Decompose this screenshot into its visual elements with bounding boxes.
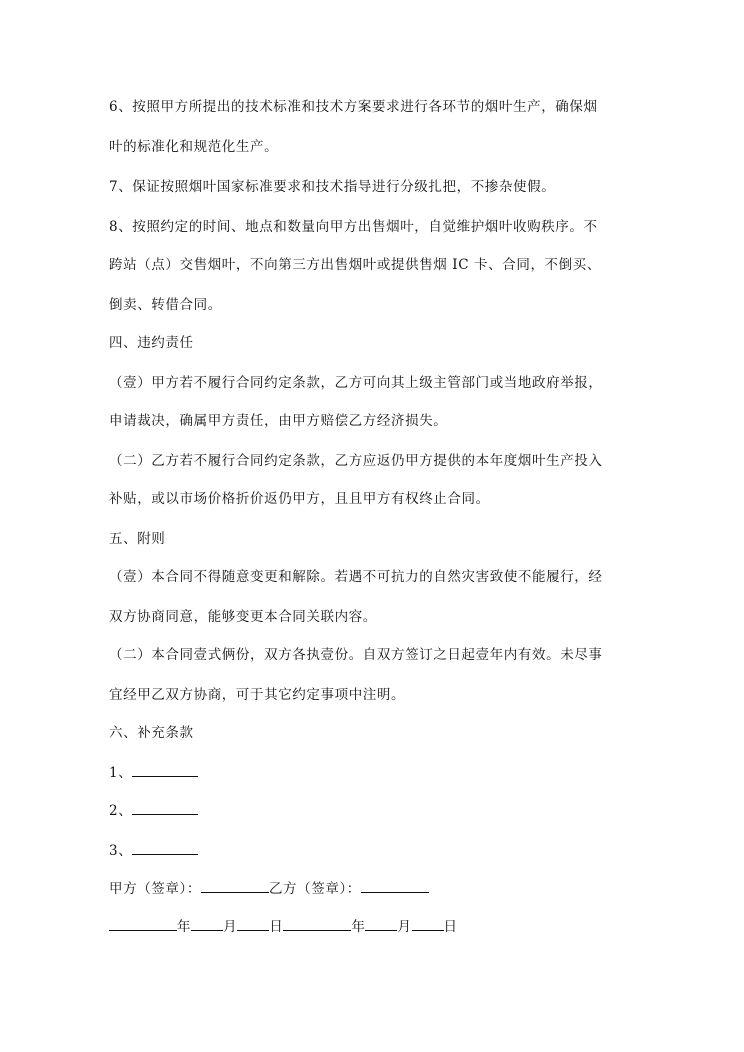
party-a-day-label: 日: [269, 919, 284, 935]
party-b-month-label: 月: [397, 919, 412, 935]
supplement-item-1-blank[interactable]: [132, 764, 198, 777]
supplement-item-2: [109, 802, 649, 820]
party-b-day-label: 日: [443, 919, 458, 935]
section-4-item-1-line-1: （壹）甲方若不履行合同约定条款，乙方可向其上级主管部门或当地政府举报，: [109, 375, 603, 391]
party-a-year-label: 年: [177, 919, 192, 935]
supplement-item-1: [109, 764, 649, 782]
section-4-item-2-line-1: （二）乙方若不履行合同约定条款，乙方应返仍甲方提供的本年度烟叶生产投入: [109, 453, 603, 469]
section-4-item-1-line-2: 申请裁决，确属甲方责任，由甲方赔偿乙方经济损失。: [109, 413, 448, 429]
clause-7: 7、保证按照烟叶国家标准要求和技术指导进行分级扎把，不掺杂使假。: [109, 179, 556, 195]
clause-8-line-3: 倒卖、转借合同。: [109, 297, 222, 313]
section-6-heading: 六、补充条款: [109, 725, 194, 741]
supplement-item-3-blank[interactable]: [132, 842, 198, 855]
party-b-signature-label: 乙方（签章）：: [268, 881, 361, 897]
clause-6-line-1: 6、按照甲方所提出的技术标准和技术方案要求进行各环节的烟叶生产，确保烟: [109, 99, 598, 115]
supplement-item-3-label: 3、: [109, 843, 133, 859]
party-b-signature-blank[interactable]: [361, 880, 429, 893]
date-line: [109, 918, 649, 936]
party-b-year-label: 年: [351, 919, 366, 935]
section-5-item-2-line-1: （二）本合同壹式俩份，双方各执壹份。自双方签订之日起壹年内有效。未尽事: [109, 647, 603, 663]
signature-line: [109, 880, 649, 898]
supplement-item-2-blank[interactable]: [132, 802, 198, 815]
party-a-month-label: 月: [223, 919, 238, 935]
party-a-year-blank[interactable]: [109, 918, 177, 931]
party-a-day-blank[interactable]: [237, 918, 269, 931]
clause-6-line-2: 叶的标准化和规范化生产。: [109, 139, 279, 155]
party-a-signature-blank[interactable]: [201, 880, 269, 893]
supplement-item-3: [109, 842, 649, 860]
section-5-item-1-line-1: （壹）本合同不得随意变更和解除。若遇不可抗力的自然灾害致使不能履行，经: [109, 569, 603, 585]
section-4-heading: 四、违约责任: [109, 335, 194, 351]
section-5-item-1-line-2: 双方协商同意，能够变更本合同关联内容。: [109, 609, 377, 625]
clause-8-line-2: 跨站（点）交售烟叶，不向第三方出售烟叶或提供售烟 IC 卡、合同，不倒买、: [109, 257, 601, 273]
party-b-month-blank[interactable]: [365, 918, 397, 931]
clause-8-line-1: 8、按照约定的时间、地点和数量向甲方出售烟叶，自觉维护烟叶收购秩序。不: [109, 219, 598, 235]
party-a-signature-label: 甲方（签章）：: [109, 881, 201, 897]
section-4-item-2-line-2: 补贴，或以市场价格折价返仍甲方，且且甲方有权终止合同。: [109, 491, 490, 507]
party-a-month-blank[interactable]: [191, 918, 223, 931]
supplement-item-1-label: 1、: [109, 765, 133, 781]
party-b-day-blank[interactable]: [412, 918, 444, 931]
section-5-item-2-line-2: 宜经甲乙双方协商，可于其它约定事项中注明。: [109, 687, 406, 703]
party-b-year-blank[interactable]: [283, 918, 351, 931]
section-5-heading: 五、附则: [109, 531, 166, 547]
supplement-item-2-label: 2、: [109, 803, 133, 819]
